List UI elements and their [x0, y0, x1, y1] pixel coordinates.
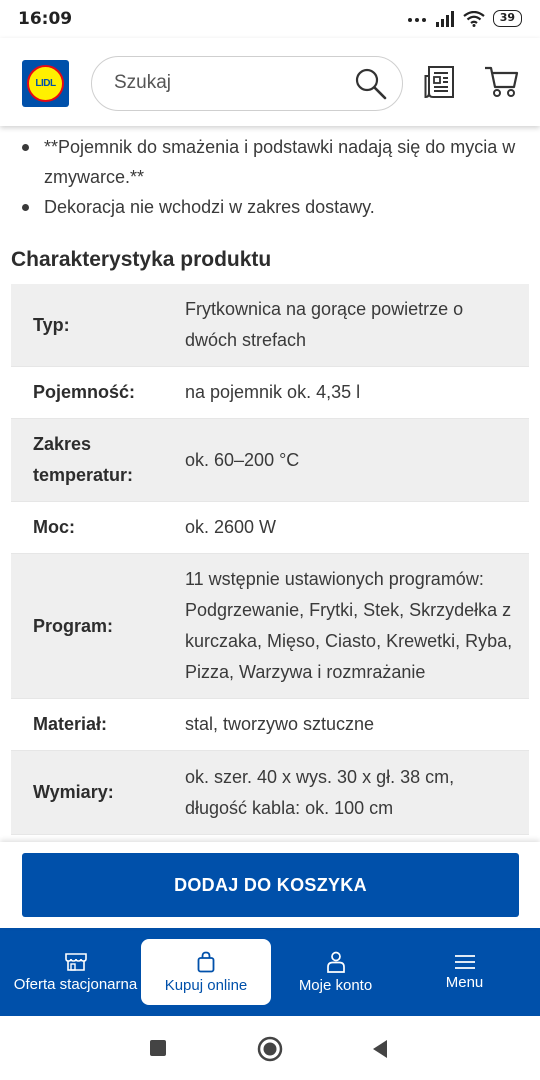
spec-row — [11, 419, 529, 502]
nav-item-my-account[interactable] — [268, 928, 403, 1016]
signal-icon — [435, 11, 455, 27]
product-bullets — [0, 126, 540, 222]
spec-table — [11, 284, 529, 842]
spec-value: ok. 2600 W — [185, 517, 277, 537]
system-navigation-bar — [0, 1016, 540, 1080]
battery-indicator: 39 — [493, 10, 522, 27]
logo-text: LIDL — [35, 78, 56, 89]
more-dots-icon — [407, 15, 427, 23]
spec-key: Moc: — [33, 517, 75, 537]
bullet-item: **Pojemnik do smażenia i podstawki nadają się do mycia w zmywarce.** — [0, 132, 540, 192]
section-title: Charakterystyka produktu — [11, 248, 272, 271]
recent-apps-icon[interactable] — [150, 1040, 166, 1056]
nav-label: Kupuj online — [164, 976, 248, 994]
add-to-cart-bar — [0, 842, 540, 928]
status-bar — [0, 0, 540, 38]
home-icon[interactable] — [257, 1036, 283, 1062]
spec-value: ok. 60–200 °C — [185, 449, 300, 470]
store-icon — [65, 952, 87, 972]
spec-value: ok. szer. 40 x wys. 30 x gł. 38 cm, długość kabla: ok. 100 cm — [185, 766, 455, 818]
spec-row — [11, 284, 529, 367]
product-details — [0, 126, 540, 842]
user-icon — [326, 951, 346, 973]
spec-key: Pojemność: — [33, 382, 136, 402]
nav-item-menu[interactable] — [397, 928, 532, 1016]
status-time: 16:09 — [18, 9, 73, 29]
spec-row — [11, 699, 529, 751]
search-placeholder: Szukaj — [114, 72, 172, 93]
cart-icon[interactable] — [484, 65, 520, 99]
hamburger-menu-icon — [454, 954, 476, 970]
bullet-item: Dekoracja nie wchodzi w zakres dostawy. — [0, 192, 540, 222]
leaflet-icon[interactable] — [424, 64, 458, 100]
status-icons — [407, 10, 522, 27]
spec-value: na pojemnik ok. 4,35 l — [185, 382, 361, 402]
spec-value: stal, tworzywo sztuczne — [185, 714, 375, 734]
nav-item-shop-online[interactable] — [141, 939, 271, 1005]
search-input[interactable] — [91, 56, 403, 111]
nav-label: Moje konto — [298, 976, 373, 994]
lidl-logo[interactable] — [22, 60, 69, 107]
back-icon[interactable] — [371, 1039, 389, 1059]
shopping-bag-icon — [197, 951, 215, 973]
nav-item-store-offer[interactable] — [8, 928, 143, 1016]
wifi-icon — [463, 11, 485, 27]
app-header — [0, 38, 540, 126]
spec-key: Program: — [33, 615, 114, 636]
spec-row — [11, 751, 529, 835]
bottom-navigation — [0, 928, 540, 1016]
nav-label: Oferta stacjonarna — [13, 975, 138, 993]
spec-row — [11, 554, 529, 699]
search-icon[interactable] — [354, 67, 388, 101]
logo-circle — [27, 65, 64, 102]
add-to-cart-button[interactable]: DODAJ DO KOSZYKA — [22, 853, 519, 917]
spec-value: Frytkownica na gorące powietrze o dwóch strefach — [185, 299, 464, 350]
spec-row — [11, 502, 529, 554]
spec-value: 11 wstępnie ustawionych programów: Podgrzewanie, Frytki, Stek, Skrzydełka z kurczaka, Mięso, Ciasto, Krewetki, Ryba, Pizza, Warzywa i rozmrażanie — [185, 569, 513, 682]
spec-key: Zakres temperatur: — [33, 434, 134, 485]
spec-key: Typ: — [33, 314, 70, 335]
spec-key: Wymiary: — [33, 782, 114, 802]
spec-key: Materiał: — [33, 714, 108, 734]
spec-row — [11, 367, 529, 419]
nav-label: Menu — [445, 973, 484, 991]
spec-row — [11, 835, 529, 842]
